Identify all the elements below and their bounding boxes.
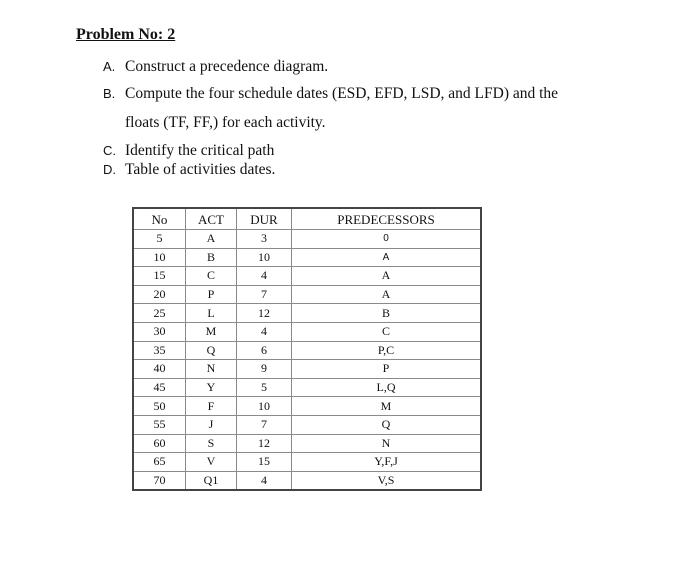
cell-no: 55 — [133, 415, 186, 434]
task-b-continuation: floats (TF, FF,) for each activity. — [125, 114, 326, 131]
table-header-row — [133, 208, 481, 230]
task-d-text: Table of activities dates. — [125, 161, 276, 178]
cell-no: 10 — [133, 248, 186, 267]
cell-no: 50 — [133, 397, 186, 416]
cell-act: M — [186, 322, 237, 341]
cell-act: B — [186, 248, 237, 267]
header-act: ACT — [186, 208, 237, 230]
task-a-text: Construct a precedence diagram. — [125, 58, 329, 75]
cell-act: P — [186, 285, 237, 304]
cell-act: S — [186, 434, 237, 453]
table-row — [133, 415, 481, 434]
table-row — [133, 360, 481, 379]
cell-dur: 4 — [237, 471, 292, 490]
task-d — [103, 161, 275, 179]
task-a-marker: A. — [103, 59, 116, 74]
cell-act: N — [186, 360, 237, 379]
problem-title: Problem No: 2 — [76, 26, 176, 43]
cell-dur: 4 — [237, 267, 292, 286]
table-row — [133, 341, 481, 360]
cell-predecessors: Y,F,J — [292, 453, 482, 472]
cell-predecessors: 0 — [292, 230, 482, 249]
table-row — [133, 378, 481, 397]
cell-dur: 7 — [237, 285, 292, 304]
cell-predecessors: B — [292, 304, 482, 323]
cell-predecessors: V,S — [292, 471, 482, 490]
cell-predecessors: A — [292, 285, 482, 304]
cell-no: 35 — [133, 341, 186, 360]
task-b-marker: B. — [103, 86, 116, 101]
task-c-text: Identify the critical path — [125, 142, 275, 159]
cell-act: C — [186, 267, 237, 286]
cell-act: F — [186, 397, 237, 416]
cell-act: V — [186, 453, 237, 472]
cell-dur: 12 — [237, 304, 292, 323]
cell-dur: 3 — [237, 230, 292, 249]
header-dur: DUR — [237, 208, 292, 230]
cell-predecessors: P — [292, 360, 482, 379]
cell-no: 45 — [133, 378, 186, 397]
task-b — [103, 85, 558, 103]
cell-dur: 5 — [237, 378, 292, 397]
cell-predecessors: Q — [292, 415, 482, 434]
cell-predecessors: M — [292, 397, 482, 416]
cell-no: 5 — [133, 230, 186, 249]
table-row — [133, 267, 481, 286]
cell-no: 15 — [133, 267, 186, 286]
header-predecessors: PREDECESSORS — [292, 208, 482, 230]
task-c — [103, 142, 274, 160]
task-a — [103, 58, 328, 76]
cell-predecessors: L,Q — [292, 378, 482, 397]
cell-predecessors: N — [292, 434, 482, 453]
cell-no: 70 — [133, 471, 186, 490]
cell-dur: 7 — [237, 415, 292, 434]
cell-dur: 10 — [237, 248, 292, 267]
cell-dur: 4 — [237, 322, 292, 341]
cell-no: 60 — [133, 434, 186, 453]
cell-no: 20 — [133, 285, 186, 304]
cell-no: 40 — [133, 360, 186, 379]
cell-no: 65 — [133, 453, 186, 472]
table-row — [133, 471, 481, 490]
cell-act: Q1 — [186, 471, 237, 490]
cell-dur: 12 — [237, 434, 292, 453]
cell-act: Y — [186, 378, 237, 397]
table-row — [133, 397, 481, 416]
table-row — [133, 248, 481, 267]
table-row — [133, 322, 481, 341]
cell-no: 25 — [133, 304, 186, 323]
cell-predecessors: A — [292, 248, 482, 267]
table-row — [133, 230, 481, 249]
cell-predecessors: A — [292, 267, 482, 286]
cell-no: 30 — [133, 322, 186, 341]
cell-dur: 9 — [237, 360, 292, 379]
table-row — [133, 285, 481, 304]
cell-dur: 15 — [237, 453, 292, 472]
cell-dur: 10 — [237, 397, 292, 416]
task-b-text: Compute the four schedule dates (ESD, EFD, LSD, and LFD) and the — [125, 85, 559, 102]
header-no: No — [133, 208, 186, 230]
cell-act: L — [186, 304, 237, 323]
cell-predecessors: C — [292, 322, 482, 341]
cell-act: J — [186, 415, 237, 434]
activities-table — [132, 207, 482, 491]
cell-act: A — [186, 230, 237, 249]
task-c-marker: C. — [103, 143, 116, 158]
cell-predecessors: P,C — [292, 341, 482, 360]
table-row — [133, 434, 481, 453]
table-row — [133, 453, 481, 472]
cell-act: Q — [186, 341, 237, 360]
task-d-marker: D. — [103, 162, 116, 177]
cell-dur: 6 — [237, 341, 292, 360]
table-row — [133, 304, 481, 323]
